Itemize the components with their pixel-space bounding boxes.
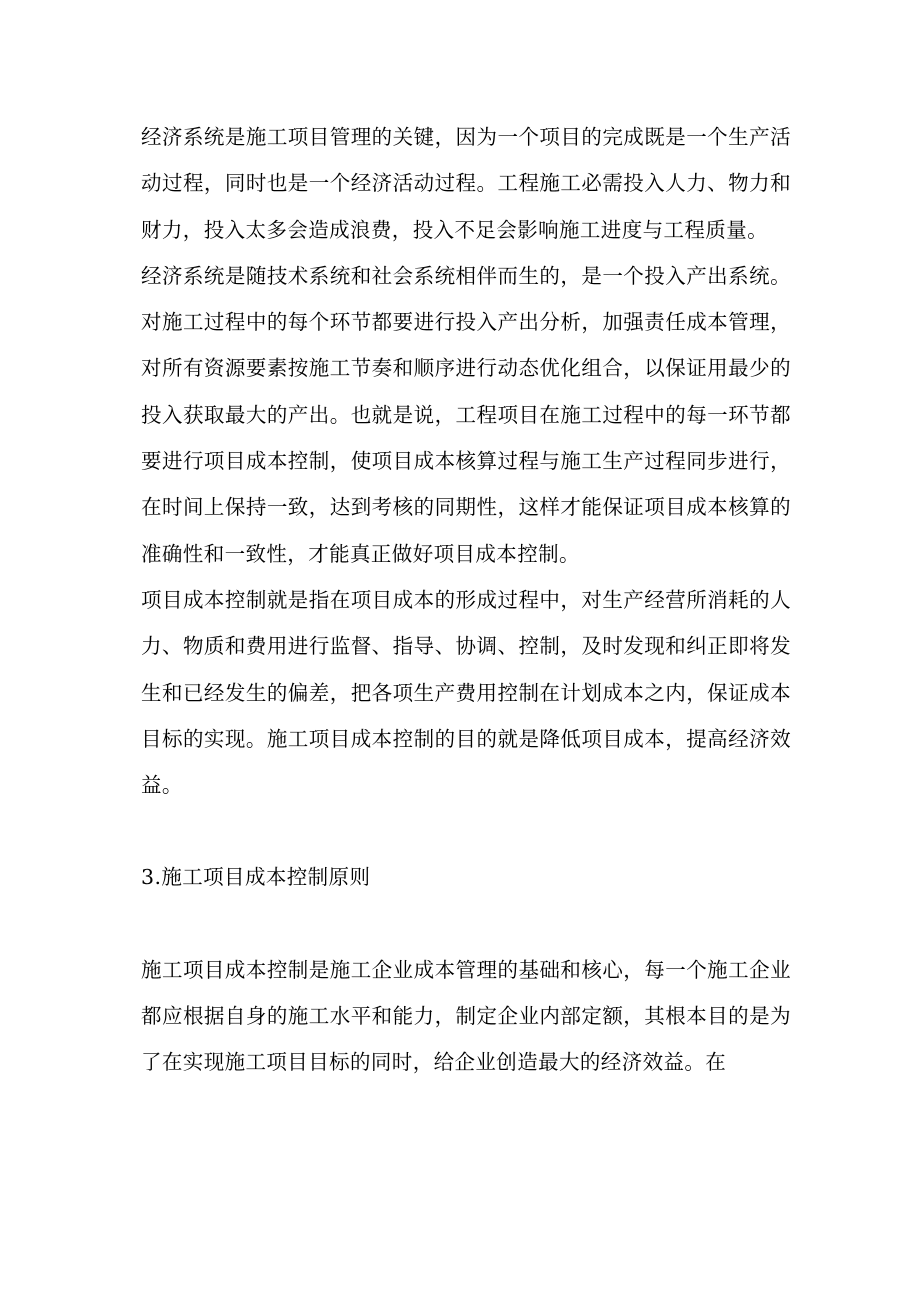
- paragraph-economic-system: 经济系统是施工项目管理的关键，因为一个项目的完成既是一个生产活动过程，同时也是一个经济活动过程。工程施工必需投入人力、物力和财力，投入太多会造成浪费，投入不足会影响施工进度与工程质量。: [141, 125, 791, 242]
- document-page: [141, 114, 791, 1086]
- paragraph-spacer: [141, 808, 791, 854]
- paragraph-spacer: [141, 901, 791, 947]
- paragraph-input-output-system: 经济系统是随技术系统和社会系统相伴而生的，是一个投入产出系统。对施工过程中的每个环节都要进行投入产出分析，加强责任成本管理，对所有资源要素按施工节奏和顺序进行动态优化组合，以保证用最少的投入获取最大的产出。也就是说，工程项目在施工过程中的每一环节都要进行项目成本控制，使项目成本核算过程与施工生产过程同步进行，在时间上保持一致，达到考核的同期性，这样才能保证项目成本核算的准确性和一致性，才能真正做好项目成本控制。: [141, 263, 791, 566]
- paragraph-cost-control-definition: 项目成本控制就是指在项目成本的形成过程中，对生产经营所消耗的人力、物质和费用进行监督、指导、协调、控制，及时发现和纠正即将发生和已经发生的偏差，把各项生产费用控制在计划成本之内，保证成本目标的实现。施工项目成本控制的目的就是降低项目成本，提高经济效益。: [141, 587, 791, 798]
- section-heading: 3.施工项目成本控制原则: [141, 865, 371, 890]
- paragraph-cost-control-basis: 施工项目成本控制是施工企业成本管理的基础和核心，每一个施工企业都应根据自身的施工水平和能力，制定企业内部定额，其根本目的是为了在实现施工项目目标的同时，给企业创造最大的经济效益。在: [141, 957, 791, 1075]
